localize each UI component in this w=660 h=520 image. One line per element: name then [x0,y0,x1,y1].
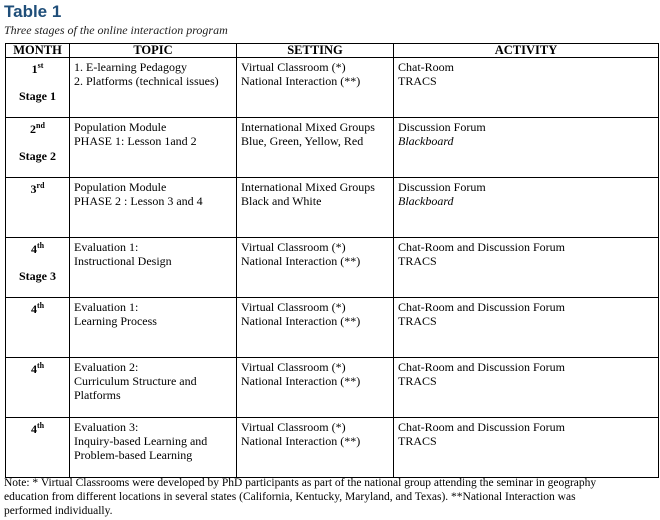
topic-line: Evaluation 2: [74,360,139,374]
stage-label: Stage 2 [19,149,56,163]
activity-cell [394,238,659,298]
month-ordinal [8,362,67,376]
setting-line: Virtual Classroom (*) [241,300,346,314]
activity-line: Blackboard [398,194,454,208]
note-line: performed individually. [4,505,113,517]
activity-line: Blackboard [398,134,454,148]
topic-line: Population Module [74,180,167,194]
month-cell [6,418,70,478]
activity-line: TRACS [398,254,437,268]
setting-line: Blue, Green, Yellow, Red [241,134,364,148]
note-line: education from different locations in several states (California, Kentucky, Maryland, and Texas). **National Interaction was [4,491,576,503]
activity-cell [394,58,659,118]
month-ordinal [8,122,67,136]
topic-line: Instructional Design [74,254,172,268]
interaction-program-table [5,43,659,478]
topic-cell [70,178,237,238]
table-row [6,298,659,358]
month-cell [6,178,70,238]
activity-cell [394,358,659,418]
activity-cell [394,118,659,178]
setting-line: Black and White [241,194,322,208]
header-topic: TOPIC [70,44,237,58]
stage-label: Stage 3 [19,269,56,283]
activity-line: Chat-Room and Discussion Forum [398,360,565,374]
setting-line: Virtual Classroom (*) [241,60,346,74]
month-ordinal [8,422,67,436]
topic-line: Learning Process [74,314,157,328]
topic-line: PHASE 2 : Lesson 3 and 4 [74,194,203,208]
activity-line: Discussion Forum [398,120,486,134]
table-row [6,118,659,178]
month-number: 4 [30,242,37,256]
topic-cell [70,298,237,358]
activity-cell [394,178,659,238]
activity-line: Chat-Room and Discussion Forum [398,300,565,314]
topic-line: 2. Platforms (technical issues) [74,74,219,88]
table-header-row [6,44,659,58]
topic-line: Evaluation 3: [74,420,139,434]
topic-line: 1. E-learning Pedagogy [74,60,187,74]
month-ordinal [8,242,67,256]
activity-line: Chat-Room and Discussion Forum [398,420,565,434]
month-number: 4 [30,422,37,436]
month-suffix: st [37,61,44,70]
month-suffix: th [36,241,45,250]
setting-line: Virtual Classroom (*) [241,240,346,254]
stage-label: Stage 1 [19,89,56,103]
topic-line: Population Module [74,120,167,134]
topic-cell [70,418,237,478]
activity-line: TRACS [398,74,437,88]
setting-cell [237,58,394,118]
note-line: Note: * Virtual Classrooms were developed by PhD participants as part of the national group attending the seminar in geography [4,477,597,489]
table-row [6,238,659,298]
activity-line: TRACS [398,374,437,388]
month-ordinal [8,182,67,196]
setting-line: International Mixed Groups [241,180,375,194]
topic-line: Evaluation 1: [74,300,139,314]
month-number: 3 [30,182,37,196]
topic-cell [70,118,237,178]
month-cell [6,298,70,358]
month-number: 2 [30,122,37,136]
activity-line: Chat-Room [398,60,454,74]
setting-cell [237,298,394,358]
header-month: MONTH [6,44,70,58]
month-number: 4 [30,302,37,316]
setting-line: National Interaction (**) [241,254,361,268]
topic-line: Platforms [74,388,121,402]
table-row [6,358,659,418]
month-cell [6,238,70,298]
setting-line: Virtual Classroom (*) [241,360,346,374]
activity-line: Discussion Forum [398,180,486,194]
month-suffix: nd [36,121,45,130]
month-ordinal [8,62,67,76]
setting-cell [237,418,394,478]
month-suffix: th [36,421,45,430]
topic-line: Inquiry-based Learning and [74,434,208,448]
table-note [4,476,656,518]
activity-line: Chat-Room and Discussion Forum [398,240,565,254]
month-number: 4 [30,362,37,376]
setting-cell [237,178,394,238]
activity-cell [394,418,659,478]
setting-line: International Mixed Groups [241,120,375,134]
table-subtitle: Three stages of the online interaction program [4,23,228,37]
activity-line: TRACS [398,314,437,328]
activity-cell [394,298,659,358]
table-row [6,418,659,478]
header-activity: ACTIVITY [394,44,659,58]
table-title: Table 1 [4,2,62,21]
setting-cell [237,118,394,178]
setting-line: Virtual Classroom (*) [241,420,346,434]
setting-line: National Interaction (**) [241,74,361,88]
setting-cell [237,358,394,418]
month-suffix: rd [36,181,45,190]
setting-line: National Interaction (**) [241,314,361,328]
month-cell [6,58,70,118]
topic-line: Problem-based Learning [74,448,193,462]
table-body [6,58,659,478]
activity-line: TRACS [398,434,437,448]
table-row [6,178,659,238]
setting-line: National Interaction (**) [241,374,361,388]
month-cell [6,358,70,418]
month-suffix: th [36,301,45,310]
topic-line: Evaluation 1: [74,240,139,254]
header-setting: SETTING [237,44,394,58]
setting-line: National Interaction (**) [241,434,361,448]
table-row [6,58,659,118]
topic-cell [70,358,237,418]
month-number: 1 [31,62,38,76]
setting-cell [237,238,394,298]
month-cell [6,118,70,178]
topic-cell [70,238,237,298]
month-ordinal [8,302,67,316]
topic-cell [70,58,237,118]
topic-line: Curriculum Structure and [74,374,197,388]
month-suffix: th [36,361,45,370]
topic-line: PHASE 1: Lesson 1and 2 [74,134,197,148]
